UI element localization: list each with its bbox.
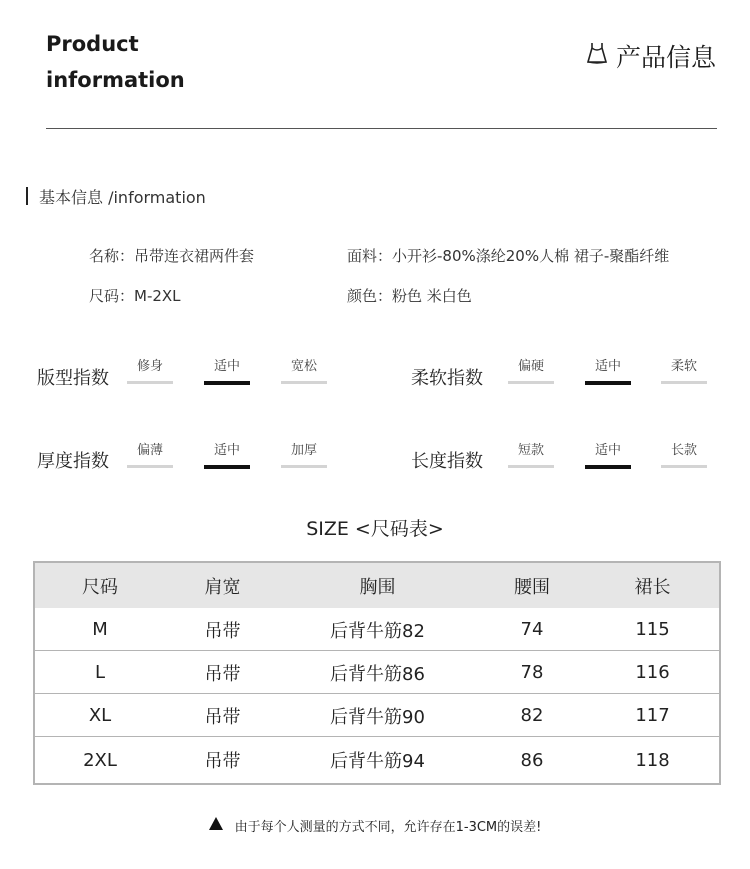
info-size: 尺码：M-2XL [89,287,181,305]
table-cell: M [92,619,108,640]
index-thickness-option: 加厚 [281,441,327,468]
info-name: 名称：吊带连衣裙两件套 [89,247,255,265]
warning-triangle-icon [209,817,223,834]
table-row [35,608,719,651]
table-row [35,651,719,694]
table-cell: 117 [635,705,670,726]
header-divider [46,128,717,129]
table-cell: 86 [520,749,544,771]
section-marker [26,187,28,205]
section-heading-label: 基本信息 /information [39,187,206,207]
table-cell: 115 [635,619,670,640]
table-cell: 吊带 [204,751,241,772]
index-thickness-option-selected: 适中 [204,441,250,469]
table-cell: 后背牛筋82 [330,620,425,642]
table-header-row [35,563,719,608]
index-length-label: 长度指数 [411,451,483,472]
index-fit-option: 宽松 [281,357,327,384]
info-color: 颜色：粉色 米白色 [347,287,472,305]
table-header-cell: 尺码 [82,576,118,598]
index-length-option-selected: 适中 [585,441,631,469]
index-length-option: 短款 [508,441,554,468]
index-fit-option-selected: 适中 [204,357,250,385]
table-cell: 后背牛筋90 [330,706,425,728]
header-title-line2: information [46,68,185,92]
header-cn-label: 产品信息 [615,43,716,72]
index-softness-option-selected: 适中 [585,357,631,385]
table-cell: 2XL [83,749,117,771]
index-thickness-label: 厚度指数 [37,451,109,472]
table-cell: 82 [520,705,544,726]
dress-icon [586,42,608,70]
table-cell: L [94,662,106,683]
table-cell: XL [88,705,112,726]
table-header-cell: 胸围 [359,576,396,598]
index-softness-option: 柔软 [661,357,707,384]
table-header-cell: 肩宽 [204,576,241,598]
table-cell: 吊带 [204,620,241,642]
table-cell: 78 [520,662,544,683]
table-header-cell: 裙长 [634,576,671,598]
header-cn-title [586,38,716,74]
table-cell: 116 [635,662,670,683]
header-title-line1: Product [46,32,139,56]
index-fit-label: 版型指数 [37,368,109,389]
info-fabric: 面料：小开衫-80%涤纶20%人棉 裙子-聚酯纤维 [347,247,670,265]
measurement-note [0,816,750,835]
index-softness-label: 柔软指数 [411,368,483,389]
header-title [46,26,286,98]
section-heading [26,186,206,206]
size-table-title: SIZE <尺码表> [306,518,444,540]
measurement-note-text: 由于每个人测量的方式不同，允许存在1-3CM的误差! [234,820,542,835]
table-cell: 118 [635,749,670,771]
table-cell: 74 [520,619,544,640]
index-length-option: 长款 [661,441,707,468]
table-cell: 后背牛筋94 [330,751,425,772]
size-table [33,561,721,785]
table-row [35,737,719,783]
index-softness-option: 偏硬 [508,357,554,384]
table-cell: 吊带 [204,706,241,728]
table-cell: 后背牛筋86 [330,663,425,685]
index-fit-option: 修身 [127,357,173,384]
table-row [35,694,719,737]
index-thickness-option: 偏薄 [127,441,173,468]
table-header-cell: 腰围 [514,576,550,598]
table-cell: 吊带 [204,663,241,685]
